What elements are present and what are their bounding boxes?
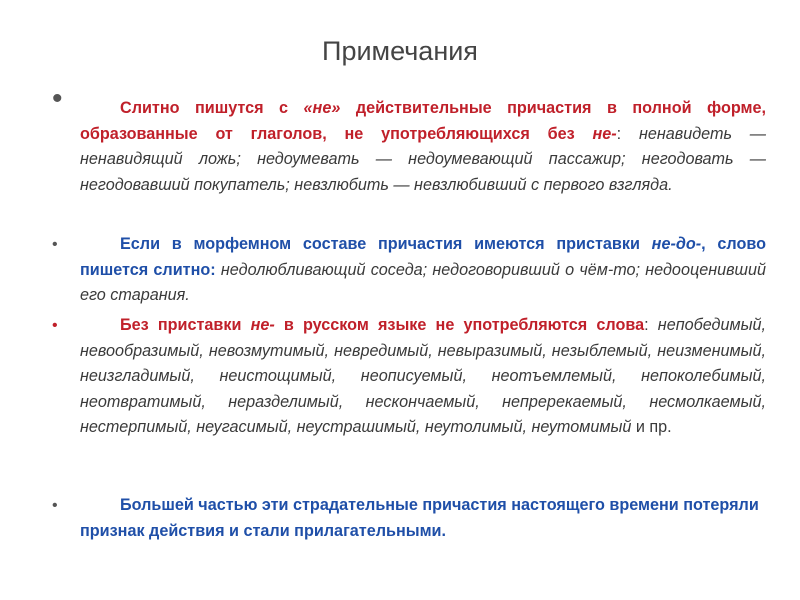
note-3-colon: : <box>644 316 649 334</box>
slide-title: Примечания <box>322 36 478 66</box>
note-2 <box>80 232 766 309</box>
note-2-lead-rest: , слово пишется слитно: <box>80 235 766 279</box>
note-3-ne-prefix: не- <box>250 316 275 334</box>
note-1-colon: : <box>616 124 622 143</box>
bullet-marker: • <box>52 82 63 115</box>
note-3-tail: и пр. <box>635 418 672 437</box>
note-3-lead: Без приставки <box>120 316 242 334</box>
note-2-prefixes: не-до- <box>651 235 702 253</box>
bullet-marker: • <box>52 317 58 334</box>
note-1-ne-prefix: не- <box>592 124 617 143</box>
note-3-lead-rest: в русском языке не употребляются слова <box>283 316 645 334</box>
note-4 <box>80 493 766 544</box>
note-1-lead-rest: действительные причастия в полной форме, образованные от глаголов, не употребляющихся без <box>80 99 767 143</box>
note-2-lead: Если в морфемном составе причастия имеются приставки <box>120 235 640 253</box>
note-2-examples: недолюбливающий соседа; недоговоривший о чём-то; недооценивший его старания. <box>80 260 767 305</box>
note-1-examples: ненавидеть — ненавидящий ложь; недоумевать — недоумевающий пассажир; негодовать — негодовавший покупатель; невзлюбить — невзлюбивший с первого взгляда. <box>80 124 766 194</box>
note-4-text: Большей частью эти страдательные причастия настоящего времени потеряли признак действия и стали прилагательными. <box>80 496 759 540</box>
note-3-examples: непобедимый, невообразимый, невозмутимый, невредимый, невыразимый, незыблемый, неизменимый, неизгладимый, неистощимый, неописуемый, неотъемлемый, непоколебимый, неотвратимый, неразделимый, нескончаемый, непререкаемый, несмолкаемый, нестерпимый, неугасимый, неустрашимый, неутолимый, неутомимый <box>80 316 766 437</box>
note-1 <box>80 96 766 198</box>
bullet-marker: • <box>52 236 58 253</box>
note-1-lead: Слитно пишутся с <box>120 99 289 117</box>
note-1-ne-quote: «не» <box>303 99 341 117</box>
bullet-marker: • <box>52 497 58 514</box>
note-3 <box>80 313 766 441</box>
